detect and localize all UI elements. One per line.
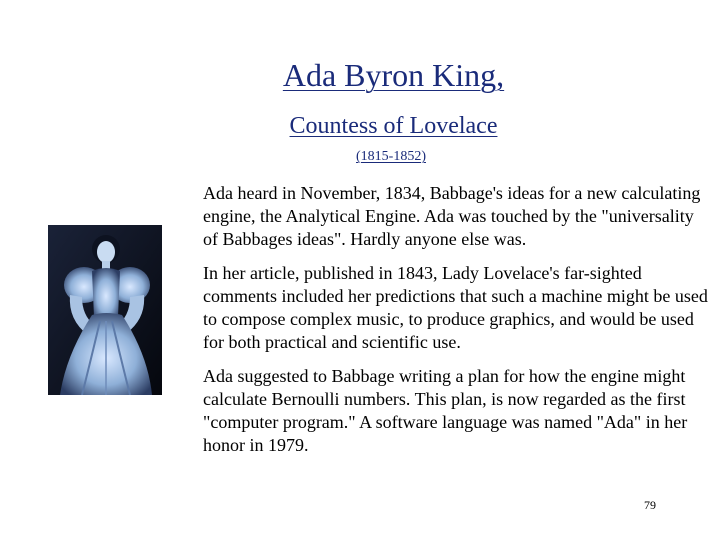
page-number: 79 <box>644 498 656 512</box>
slide-body <box>203 182 713 468</box>
ada-lovelace-portrait <box>48 225 162 395</box>
paragraph-article-1843: In her article, published in 1843, Lady Lovelace's far-sighted comments included her predictions that such a machine might be used to compose complex music, to produce graphics, and would be used for both practical and scientific use. <box>203 263 708 352</box>
slide-subtitle: Countess of Lovelace <box>289 113 498 139</box>
paragraph-analytical-engine: Ada heard in November, 1834, Babbage's ideas for a new calculating engine, the Analytical Engine. Ada was touched by the "universality of Babbages ideas". Hardly anyone else was. <box>203 183 701 249</box>
lifespan-dates: (1815-1852) <box>356 149 426 164</box>
slide-title: Ada Byron King, <box>282 57 505 93</box>
paragraph-bernoulli-program: Ada suggested to Babbage writing a plan for how the engine might calculate Bernoulli numbers. This plan, is now regarded as the first "computer program." A software language was named "Ada" in her honor in 1979. <box>203 366 688 455</box>
